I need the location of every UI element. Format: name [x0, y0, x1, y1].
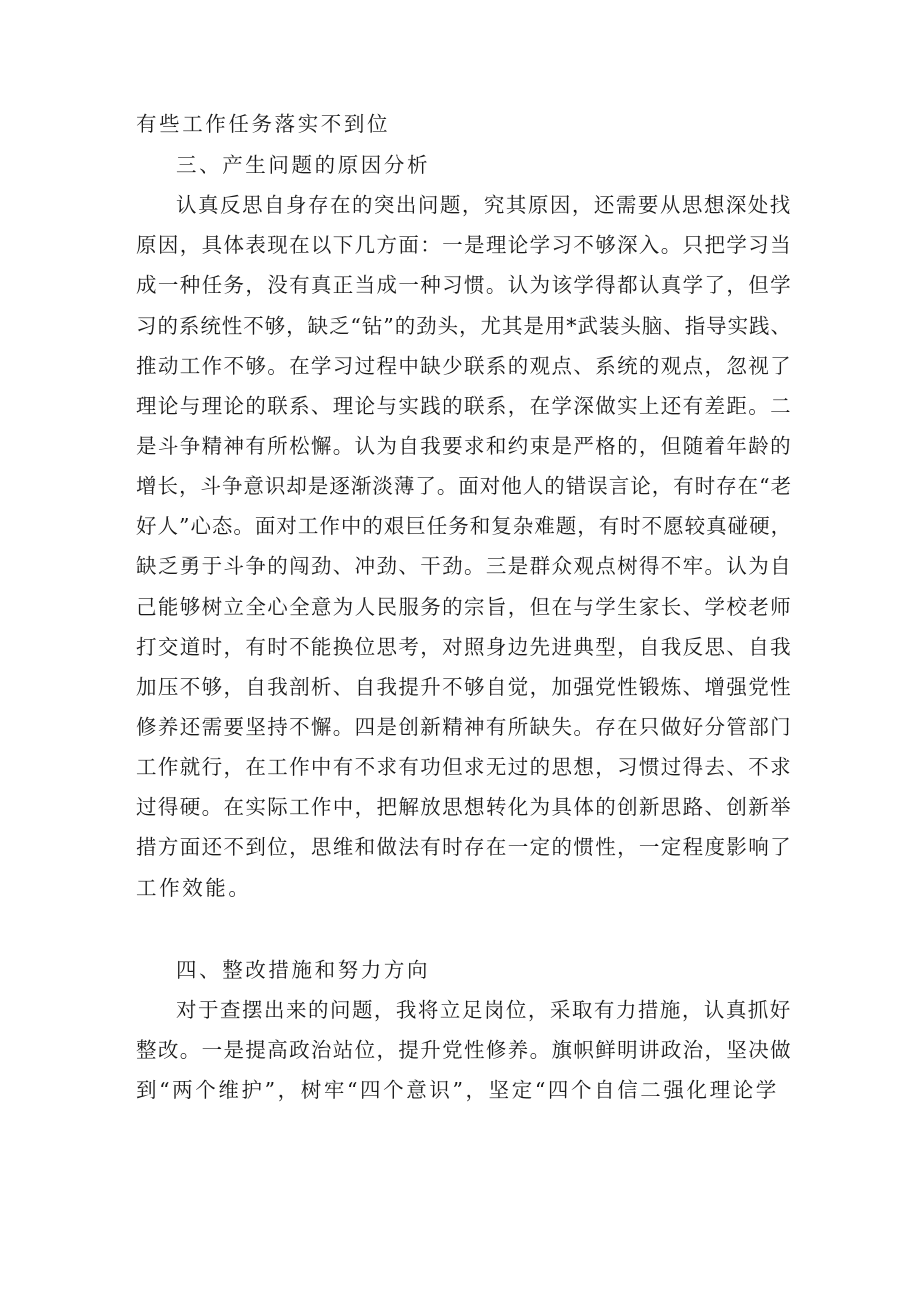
text-line: 有些工作任务落实不到位: [136, 112, 391, 136]
text-line: 认真反思自身存在的突出问题，究其原因，还需要从思想深处找: [176, 193, 792, 217]
text-line: 对于查摆出来的问题，我将立足岗位，采取有力措施，认真抓好: [176, 998, 792, 1022]
text-line: 增长，斗争意识却是逐渐淡薄了。面对他人的错误言论，有时存在“老: [136, 474, 793, 498]
text-line: 推动工作不够。在学习过程中缺少联系的观点、系统的观点，忽视了: [136, 354, 792, 378]
text-line: 习的系统性不够，缺乏“钻”的劲头，尤其是用*武装头脑、指导实践、: [136, 314, 792, 338]
text-line: 工作就行，在工作中有不求有功但求无过的思想，习惯过得去、不求: [136, 755, 792, 779]
text-line: 加压不够，自我剖析、自我提升不够自觉，加强党性锻炼、增强党性: [136, 675, 792, 699]
text-line: 整改。一是提高政治站位，提升党性修养。旗帜鲜明讲政治，坚决做: [136, 1038, 792, 1062]
text-line: 好人”心态。面对工作中的艰巨任务和复杂难题，有时不愿较真碰硬，: [136, 514, 793, 538]
text-line: 工作效能。: [136, 876, 252, 900]
text-line: 打交道时，有时不能换位思考，对照身边先进典型，自我反思、自我: [136, 635, 792, 659]
text-line: 原因，具体表现在以下几方面：一是理论学习不够深入。只把学习当: [136, 233, 792, 257]
text-line: 理论与理论的联系、理论与实践的联系，在学深做实上还有差距。二: [136, 394, 792, 418]
text-line: 己能够树立全心全意为人民服务的宗旨，但在与学生家长、学校老师: [136, 595, 792, 619]
text-line: 修养还需要坚持不懈。四是创新精神有所缺失。存在只做好分管部门: [136, 715, 792, 739]
text-line: 四、整改措施和努力方向: [176, 958, 431, 982]
text-line: 三、产生问题的原因分析: [176, 153, 431, 177]
text-line: 缺乏勇于斗争的闯劲、冲劲、干劲。三是群众观点树得不牢。认为自: [136, 554, 792, 578]
text-line: 成一种任务，没有真正当成一种习惯。认为该学得都认真学了，但学: [136, 273, 792, 297]
text-line: 到“两个维护”，树牢“四个意识”，坚定“四个自信二强化理论学: [136, 1078, 779, 1102]
text-line: 是斗争精神有所松懈。认为自我要求和约束是严格的，但随着年龄的: [136, 434, 792, 458]
text-line: 过得硬。在实际工作中，把解放思想转化为具体的创新思路、创新举: [136, 795, 792, 819]
text-line: 措方面还不到位，思维和做法有时存在一定的惯性，一定程度影响了: [136, 835, 792, 859]
